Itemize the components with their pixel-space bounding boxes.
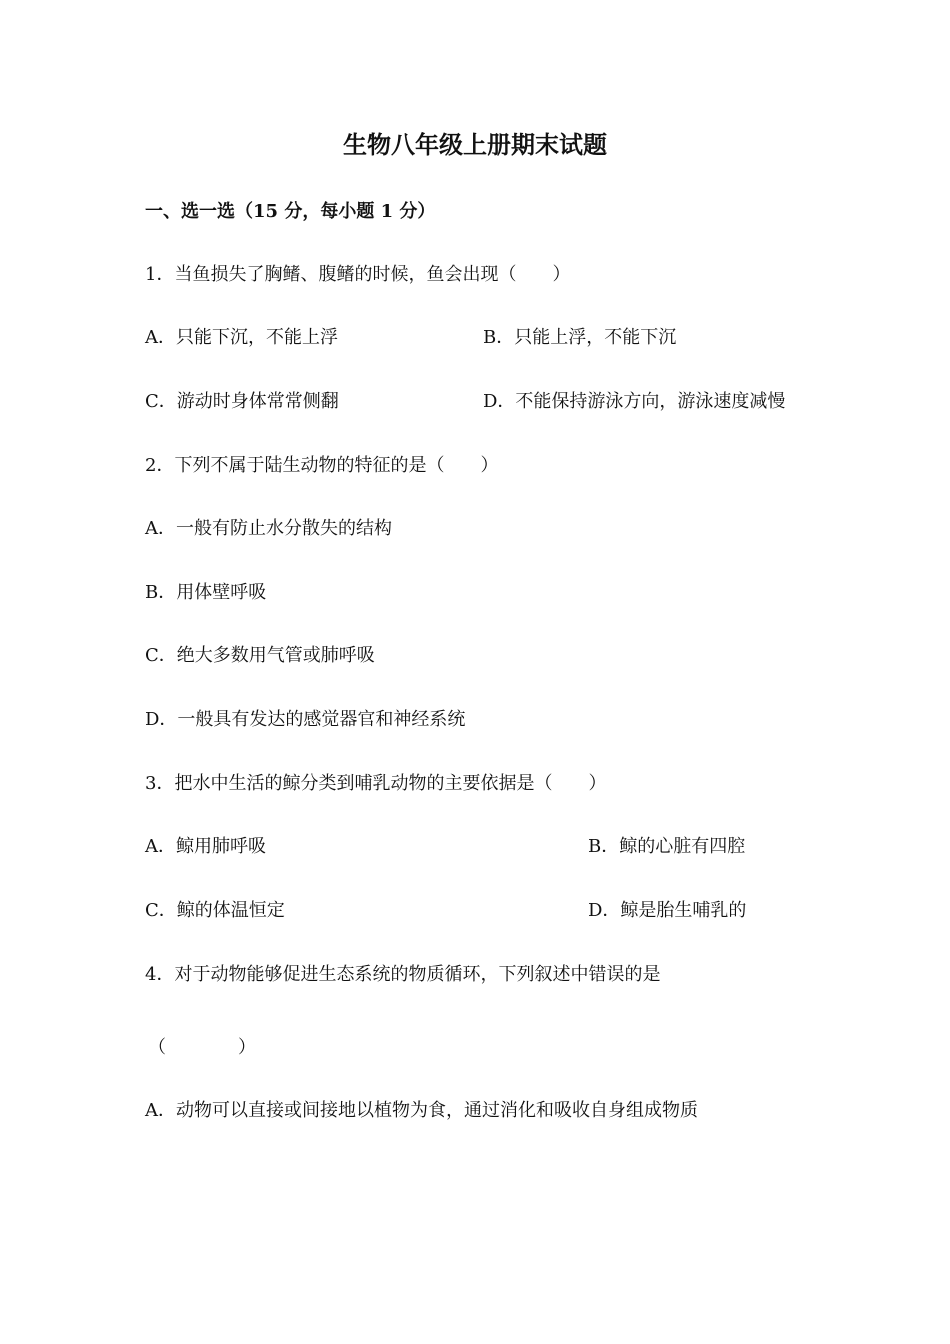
question-stem: 4．对于动物能够促进生态系统的物质循环，下列叙述中错误的是 — [145, 964, 661, 985]
option-a: A．只能下沉，不能上浮 — [145, 327, 338, 348]
option-d: D．鲸是胎生哺乳的 — [588, 900, 747, 921]
question-stem: 3．把水中生活的鲸分类到哺乳动物的主要依据是（ ） — [145, 773, 607, 794]
option-a: A．一般有防止水分散失的结构 — [145, 518, 392, 539]
section-heading: 一、选一选（15 分，每小题 1 分） — [145, 201, 436, 222]
question-stem: 2．下列不属于陆生动物的特征的是（ ） — [145, 455, 499, 476]
answer-blank: （ ） — [148, 1037, 256, 1058]
option-b: B．用体壁呼吸 — [145, 582, 267, 603]
option-c: C．游动时身体常常侧翻 — [145, 391, 339, 412]
option-d: D．一般具有发达的感觉器官和神经系统 — [145, 709, 466, 730]
option-a: A．动物可以直接或间接地以植物为食，通过消化和吸收自身组成物质 — [145, 1100, 698, 1121]
option-b: B．只能上浮，不能下沉 — [483, 327, 677, 348]
question-stem: 1．当鱼损失了胸鳍、腹鳍的时候，鱼会出现（ ） — [145, 264, 571, 285]
option-c: C．绝大多数用气管或肺呼吸 — [145, 645, 375, 666]
option-c: C．鲸的体温恒定 — [145, 900, 285, 921]
option-d: D．不能保持游泳方向，游泳速度减慢 — [483, 391, 786, 412]
page-title: 生物八年级上册期末试题 — [343, 130, 607, 159]
option-b: B．鲸的心脏有四腔 — [588, 836, 746, 857]
option-a: A．鲸用肺呼吸 — [145, 836, 266, 857]
